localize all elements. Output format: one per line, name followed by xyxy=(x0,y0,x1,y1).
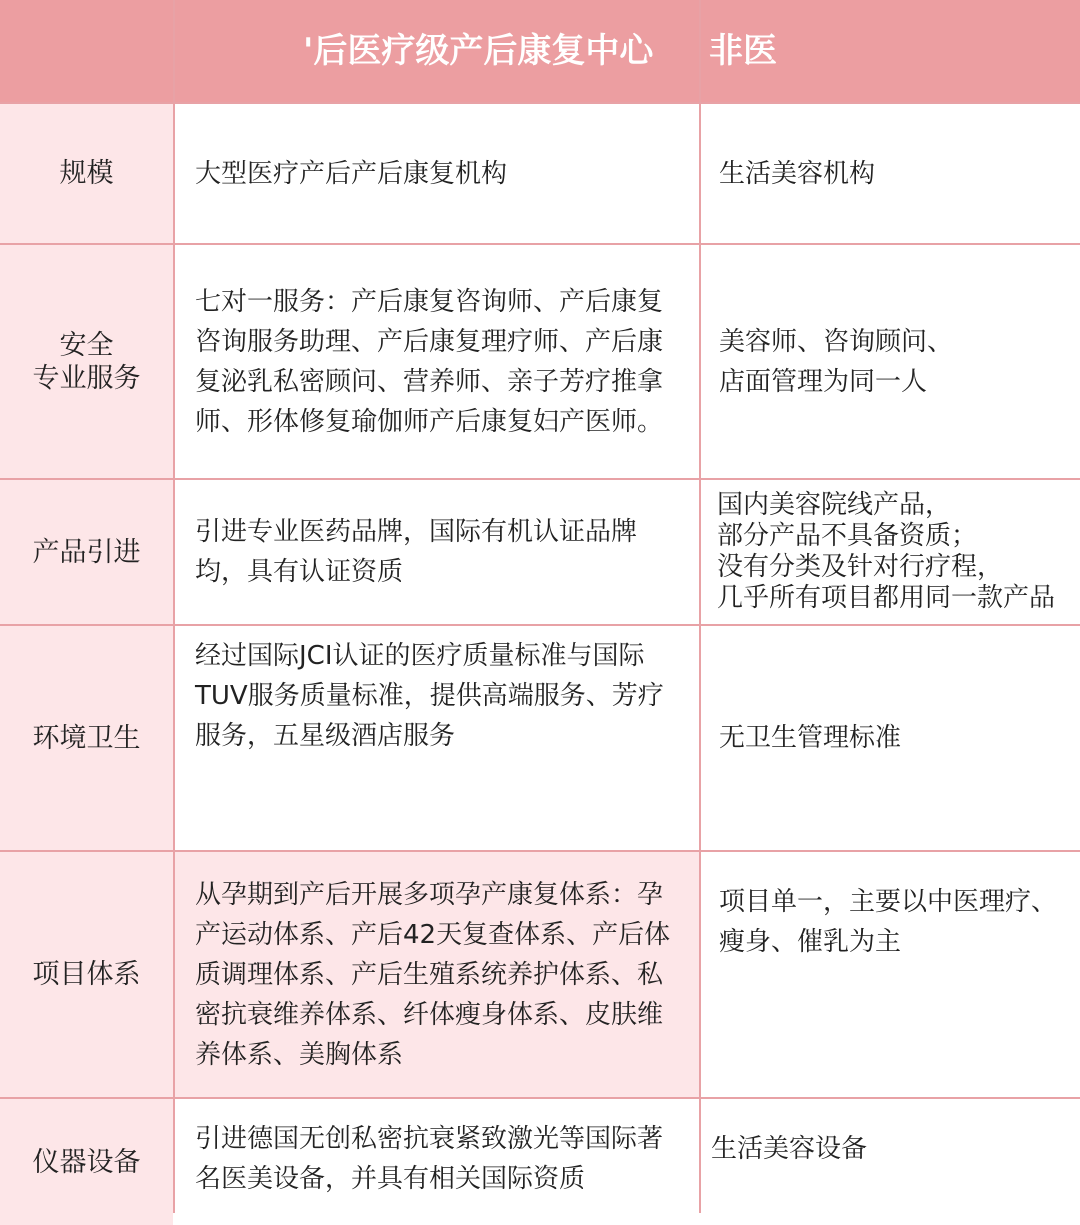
row-label-hygiene xyxy=(0,626,173,850)
row-hygiene-medical xyxy=(175,626,699,850)
header-medical-center xyxy=(175,0,699,102)
cell-text: 部分产品不具备资质； xyxy=(717,521,978,551)
cell-text: 项目单一，主要以中医理疗、 xyxy=(719,887,1058,917)
header-corner-cell xyxy=(0,0,173,102)
cell-text: 生活美容设备 xyxy=(711,1134,868,1164)
cell-text: 瘦身、催乳为主 xyxy=(719,927,902,957)
row-product-non-medical xyxy=(701,480,1080,624)
row-label-text: 规模 xyxy=(59,158,114,189)
row-label-text: 项目体系 xyxy=(32,959,141,990)
cell-text: 经过国际JCI认证的医疗质量标准与国际TUV服务质量标准，提供高端服务、芳疗服务，五星级酒店服务 xyxy=(195,641,664,751)
row-scale-non-medical xyxy=(701,104,1080,243)
cell-text: 从孕期到产后开展多项孕产康复体系：孕产运动体系、产后42天复查体系、产后体质调理体系、产后生殖系统养护体系、私密抗衰维养体系、纤体瘦身体系、皮肤维养体系、美胸体系 xyxy=(195,879,671,1070)
row-label-text: 安全 xyxy=(59,329,114,361)
row-label-equipment xyxy=(0,1099,173,1225)
cell-text: 大型医疗产后产后康复机构 xyxy=(195,158,508,189)
cell-text: 店面管理为同一人 xyxy=(719,366,928,397)
cell-text: 几乎所有项目都用同一款产品 xyxy=(717,583,1056,613)
cell-text: 无卫生管理标准 xyxy=(719,723,902,753)
cell-text: 引进德国无创私密抗衰紧致激光等国际著名医美设备，并具有相关国际资质 xyxy=(195,1124,664,1194)
row-safety-non-medical xyxy=(701,245,1080,478)
row-label-safety-service xyxy=(0,245,173,478)
row-safety-medical xyxy=(175,245,699,478)
cell-text: 七对一服务：产后康复咨询师、产后康复咨询服务助理、产后康复理疗师、产后康复泌乳私密顾问、营养师、亲子芳疗推拿师、形体修复瑜伽师产后康复妇产医师。 xyxy=(195,286,664,437)
row-equipment-medical xyxy=(175,1099,699,1225)
cell-text: 引进专业医药品牌，国际有机认证品牌均，具有认证资质 xyxy=(195,517,638,587)
cell-text: 生活美容机构 xyxy=(719,158,876,189)
row-label-text: 产品引进 xyxy=(32,536,141,568)
row-label-product xyxy=(0,480,173,624)
row-equipment-non-medical xyxy=(701,1099,1080,1225)
row-program-medical xyxy=(175,852,699,1097)
cell-text: 没有分类及针对行疗程， xyxy=(717,552,1004,582)
cell-text: 国内美容院线产品， xyxy=(717,490,952,520)
row-label-text: 仪器设备 xyxy=(32,1146,141,1178)
row-product-medical xyxy=(175,480,699,624)
row-label-scale xyxy=(0,104,173,243)
row-program-non-medical xyxy=(701,852,1080,1097)
header-medical-center-title: '后医疗级产后康复中心 xyxy=(303,31,654,71)
row-label-program xyxy=(0,852,173,1097)
header-non-medical-title: 非医 xyxy=(709,31,777,71)
row-hygiene-non-medical xyxy=(701,626,1080,850)
header-non-medical xyxy=(701,0,1080,102)
row-scale-medical xyxy=(175,104,699,243)
row-label-text: 环境卫生 xyxy=(32,722,141,754)
row-label-text: 专业服务 xyxy=(32,362,141,394)
cell-text: 美容师、咨询顾问、 xyxy=(719,326,954,357)
